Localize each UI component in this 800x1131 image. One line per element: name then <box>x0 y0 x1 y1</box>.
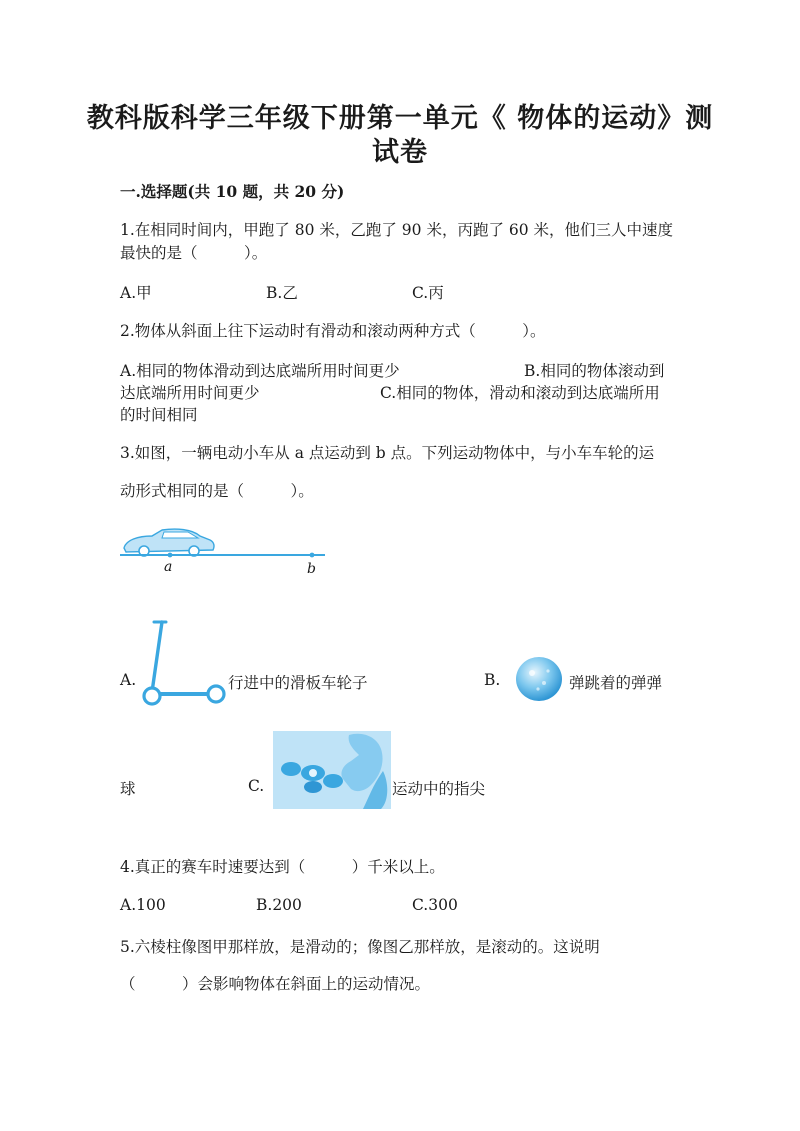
page-title-line2: 试卷 <box>372 137 428 168</box>
q3-option-b-letter[interactable]: B. <box>484 671 501 689</box>
q3-option-c-text[interactable]: 运动中的指尖 <box>392 780 486 798</box>
scooter-icon <box>140 618 228 710</box>
q3-option-a-letter[interactable]: A. <box>120 671 137 689</box>
point-b-marker <box>310 553 315 558</box>
q2-option-c-line2[interactable]: 的时间相同 <box>120 406 198 424</box>
point-a-label: a <box>164 559 173 575</box>
toy-car-icon <box>124 529 214 556</box>
q1-option-b[interactable]: B.乙 <box>266 284 298 302</box>
q2-option-c-line1[interactable]: C.相同的物体，滑动和滚动到达底端所用 <box>380 384 660 402</box>
q4-option-c[interactable]: C.300 <box>412 896 458 914</box>
point-b-label: b <box>307 561 316 577</box>
q4-option-a[interactable]: A.100 <box>120 896 166 914</box>
q3-stem-line2: 动形式相同的是（ ）。 <box>120 482 314 500</box>
q4-stem: 4.真正的赛车时速要达到（ ）千米以上。 <box>120 858 445 876</box>
section-heading: 一.选择题(共 10 题，共 20 分) <box>120 182 345 201</box>
q1-option-a[interactable]: A.甲 <box>120 284 152 302</box>
fidget-spinner-icon <box>273 731 391 809</box>
q5-stem-line1: 5.六棱柱像图甲那样放，是滑动的；像图乙那样放，是滚动的。这说明 <box>120 938 600 956</box>
q2-stem: 2.物体从斜面上往下运动时有滑动和滚动两种方式（ ）。 <box>120 322 546 340</box>
bouncy-ball-icon <box>514 655 564 703</box>
q2-option-b-line1[interactable]: B.相同的物体滚动到 <box>524 362 665 380</box>
page-title-line1: 教科版科学三年级下册第一单元《 物体的运动》测 <box>86 103 714 134</box>
q5-stem-line2: （ ）会影响物体在斜面上的运动情况。 <box>120 975 431 993</box>
car-track-figure <box>118 526 333 582</box>
q3-stem-line1: 3.如图，一辆电动小车从 a 点运动到 b 点。下列运动物体中，与小车车轮的运 <box>120 444 655 462</box>
q2-option-a[interactable]: A.相同的物体滑动到达底端所用时间更少 <box>120 362 400 380</box>
q3-option-a-text[interactable]: 行进中的滑板车轮子 <box>228 674 368 692</box>
point-a-marker <box>168 553 173 558</box>
q4-option-b[interactable]: B.200 <box>256 896 302 914</box>
q1-option-c[interactable]: C.丙 <box>412 284 444 302</box>
q1-stem-line1: 1.在相同时间内，甲跑了 80 米，乙跑了 90 米，丙跑了 60 米，他们三人中速度 <box>120 221 674 239</box>
q3-option-b-continued[interactable]: 球 <box>120 780 136 798</box>
q3-option-c-letter[interactable]: C. <box>248 777 265 795</box>
q3-option-b-text[interactable]: 弹跳着的弹弹 <box>569 674 663 692</box>
q2-option-b-line2[interactable]: 达底端所用时间更少 <box>120 384 260 402</box>
q1-stem-line2: 最快的是（ ）。 <box>120 244 268 262</box>
